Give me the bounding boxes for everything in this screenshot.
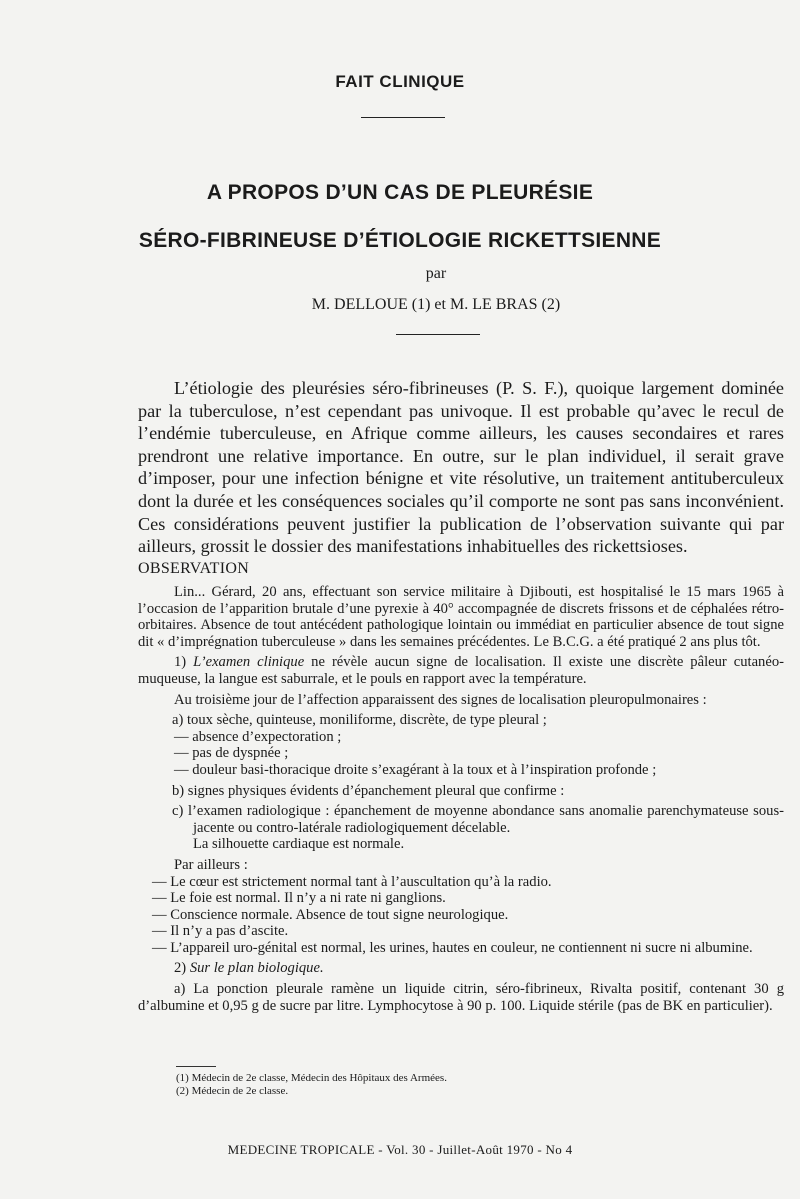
par-ailleurs-item-5: — L’appareil uro-génital est normal, les urines, hautes en couleur, ne contiennent ni sucre ni albumine. bbox=[152, 939, 753, 956]
biology-label: Sur le plan biologique. bbox=[189, 960, 324, 977]
footnote-divider bbox=[176, 1066, 216, 1067]
item-c-continued: La silhouette cardiaque est normale. bbox=[193, 836, 405, 853]
clinical-exam-paragraph bbox=[138, 654, 784, 687]
intro-paragraph: L’étiologie des pleurésies séro-fibrineuses (P. S. F.), quoique largement dominée par la tuberculose, n’est cependant pas univoque. Il est probable qu’avec le recul de l’endémie tuberculeuse, en Afrique comme ailleurs, les causes secondaires et rares prendront une relative importance. En outre, sur le plan individuel, il serait grave d’imposer, pour une infection bénigne et vite résolutive, un traitement antituberculeux dont la durée et les conséquences sociales qu’il comporte ne sont pas sans inconvénient. Ces considérations peuvent justifier la publication de l’observation suivante qui par ailleurs, grossit le dossier des manifestations inhabituelles des rickettsioses. bbox=[138, 378, 784, 557]
par-ailleurs-item-4: — Il n’y a pas d’ascite. bbox=[152, 923, 289, 940]
observation-heading: OBSERVATION bbox=[138, 560, 250, 577]
item-a: a) toux sèche, quinteuse, moniliforme, discrète, de type pleural ; bbox=[172, 712, 547, 729]
biology-paragraph: a) La ponction pleurale ramène un liquide citrin, séro-fibrineux, Rivalta positif, contenant 30 g d’albumine et 0,95 g de sucre par litre. Lymphocytose à 90 p. 100. Liquide stérile (pas de BK en particulier). bbox=[138, 981, 784, 1014]
biology-heading bbox=[138, 960, 784, 977]
footnote-1: (1) Médecin de 2e classe, Médecin des Hôpitaux des Armées. bbox=[176, 1072, 447, 1084]
item-c: c) l’examen radiologique : épanchement de moyenne abondance sans anomalie parenchymateuse sous-jacente ou contro-latérale radiologiquement décelable. bbox=[172, 803, 784, 836]
par-ailleurs-item-3: — Conscience normale. Absence de tout signe neurologique. bbox=[152, 906, 509, 923]
item-a-sub-1: — absence d’expectoration ; bbox=[174, 728, 342, 745]
localisation-paragraph: Au troisième jour de l’affection apparaissent des signes de localisation pleuropulmonaires : bbox=[174, 691, 707, 708]
footnote-2: (2) Médecin de 2e classe. bbox=[176, 1085, 289, 1097]
article-title-line-1: A PROPOS D’UN CAS DE PLEURÉSIE bbox=[206, 181, 594, 204]
section-label: FAIT CLINIQUE bbox=[335, 72, 465, 91]
par-ailleurs-item-1: — Le cœur est strictement normal tant à l’auscultation qu’à la radio. bbox=[152, 873, 552, 890]
par-ailleurs-item-2: — Le foie est normal. Il n’y a ni rate ni ganglions. bbox=[152, 890, 446, 907]
clinical-exam-label: L’examen clinique bbox=[193, 654, 305, 671]
clinical-exam-number: 1) bbox=[174, 654, 187, 671]
footnotes bbox=[176, 1072, 447, 1098]
introduction bbox=[138, 377, 784, 558]
observation-body bbox=[138, 584, 784, 1014]
journal-footer: MEDECINE TROPICALE - Vol. 30 - Juillet-Août 1970 - No 4 bbox=[227, 1142, 573, 1157]
byline-par: par bbox=[425, 265, 447, 282]
byline-authors: M. DELLOUE (1) et M. LE BRAS (2) bbox=[311, 296, 561, 313]
item-a-sub-2: — pas de dyspnée ; bbox=[174, 745, 289, 762]
clinical-exam-text: ne révèle aucun signe de localisation. Il existe une discrète pâleur cutanéo-muqueuse, la langue est saburrale, et le pouls en rapport avec la température. bbox=[138, 654, 784, 687]
observation-paragraph-1: Lin... Gérard, 20 ans, effectuant son service militaire à Djibouti, est hospitalisé le 15 mars 1965 à l’occasion de l’apparition brutale d’une pyrexie à 40° accompagnée de discrets frissons et de céphalées rétro-orbitaires. Absence de tout antécédent pathologique lointain ou immédiat en particulier absence de tout signe dit « d’imprégnation tuberculeuse » dans les semaines précédentes. Le B.C.G. a été pratiqué 2 ans plus tôt. bbox=[138, 584, 784, 650]
header-divider bbox=[361, 117, 445, 118]
par-ailleurs-heading: Par ailleurs : bbox=[174, 856, 248, 873]
byline-divider bbox=[396, 334, 480, 335]
item-a-sub-3: — douleur basi-thoracique droite s’exagérant à la toux et à l’inspiration profonde ; bbox=[174, 761, 657, 778]
article-title-line-2: SÉRO-FIBRINEUSE D’ÉTIOLOGIE RICKETTSIENNE bbox=[138, 229, 662, 252]
biology-number: 2) bbox=[174, 960, 187, 977]
item-b: b) signes physiques évidents d’épanchement pleural que confirme : bbox=[172, 782, 565, 799]
